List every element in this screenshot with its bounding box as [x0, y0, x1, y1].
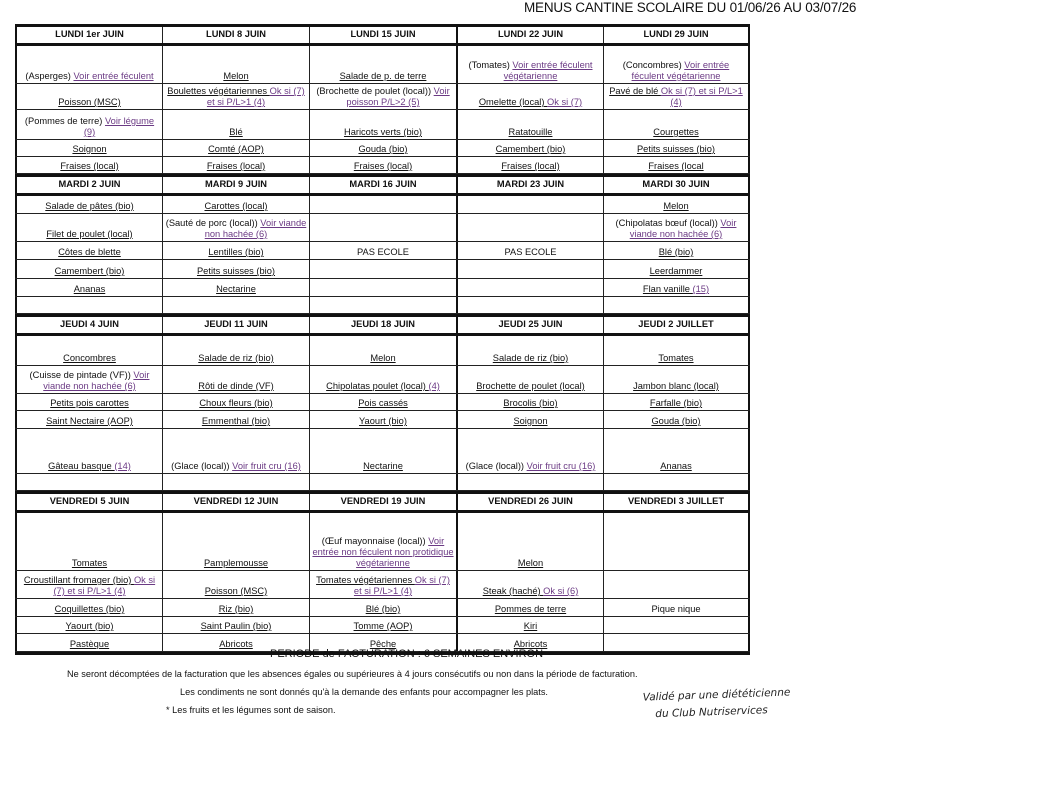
dish-name: Steak (haché)	[482, 586, 544, 596]
menu-table	[15, 24, 750, 655]
dish-name: Comté (AOP)	[208, 144, 264, 154]
menu-cell	[456, 474, 603, 490]
menu-row	[15, 110, 750, 140]
dish-name: (Asperges)	[25, 71, 74, 81]
dish-alternative-link[interactable]: Voir entrée féculent végétarienne	[503, 60, 593, 81]
menu-row	[15, 46, 750, 84]
menu-row	[15, 366, 750, 394]
day-block	[15, 24, 750, 174]
dish-name: Farfalle (bio)	[649, 398, 703, 408]
menu-cell	[309, 474, 456, 490]
dish-alternative-link[interactable]: Voir entrée non féculent non protidique végétarienne	[312, 536, 454, 568]
dish-alternative-link[interactable]: Voir viande non hachée (6)	[43, 370, 150, 391]
menu-cell	[15, 411, 162, 428]
menu-row	[15, 279, 750, 297]
dish-name: (Œuf mayonnaise (local))	[321, 536, 429, 546]
dish-name: Courgettes	[653, 127, 699, 137]
dish-name: Fraises (local)	[60, 161, 119, 171]
dish-name: Salade de riz (bio)	[198, 353, 274, 363]
menu-cell	[603, 513, 750, 570]
dish-name: (Glace (local))	[171, 461, 233, 471]
dish-name: Ananas	[660, 461, 692, 471]
day-header: VENDREDI 3 JUILLET	[603, 494, 750, 510]
day-header: JEUDI 18 JUIN	[309, 317, 456, 333]
day-header: JEUDI 2 JUILLET	[603, 317, 750, 333]
dish-name: Carottes (local)	[204, 201, 268, 211]
dish-name: Pamplemousse	[203, 558, 269, 568]
dish-name: Salade de riz (bio)	[492, 353, 569, 363]
menu-cell	[456, 46, 603, 83]
dish-alternative-link[interactable]: Voir entrée féculent	[73, 71, 154, 81]
dish-name: Petits suisses (bio)	[636, 144, 716, 154]
dish-name: Emmenthal (bio)	[201, 416, 271, 426]
menu-cell	[456, 157, 603, 173]
day-note: Pique nique	[651, 604, 701, 614]
menu-cell	[456, 84, 603, 109]
menu-cell	[456, 214, 603, 241]
dish-alternative-link[interactable]: Voir fruit cru (16)	[526, 461, 596, 471]
menu-row	[15, 196, 750, 214]
dish-name: Fraises (local)	[353, 161, 413, 171]
dish-alternative-link[interactable]: Voir légume (9)	[83, 116, 155, 137]
menu-cell	[309, 110, 456, 139]
menu-cell	[162, 260, 309, 278]
day-header: LUNDI 1er JUIN	[15, 27, 162, 43]
menu-cell	[603, 429, 750, 473]
day-block	[15, 314, 750, 491]
menu-cell	[309, 84, 456, 109]
menu-cell	[162, 617, 309, 633]
dish-name: (Tomates)	[468, 60, 513, 70]
menu-cell	[309, 599, 456, 616]
menu-cell	[15, 429, 162, 473]
menu-cell	[15, 260, 162, 278]
menu-cell	[603, 260, 750, 278]
dish-name: (Sauté de porc (local))	[165, 218, 261, 228]
menu-cell	[309, 157, 456, 173]
menu-cell	[456, 260, 603, 278]
menu-cell	[15, 242, 162, 259]
day-header: MARDI 9 JUIN	[162, 177, 309, 193]
dish-name: Petits suisses (bio)	[196, 266, 276, 276]
dish-name: Poisson (MSC)	[204, 586, 268, 596]
menu-cell	[15, 366, 162, 393]
menu-cell	[162, 84, 309, 109]
menu-cell	[162, 46, 309, 83]
dish-name: Brocolis (bio)	[503, 398, 558, 408]
dish-alternative-link[interactable]: Ok si (7)	[547, 97, 583, 107]
day-header: LUNDI 29 JUIN	[603, 27, 750, 43]
day-header: VENDREDI 5 JUIN	[15, 494, 162, 510]
menu-cell	[603, 157, 750, 173]
dish-name: Melon	[370, 353, 396, 363]
dish-name: Chipolatas poulet (local)	[326, 381, 429, 391]
dish-name: Abricots	[219, 639, 253, 649]
dish-alternative-link[interactable]: Ok si (7) et si P/L>1 (4)	[53, 575, 156, 596]
dish-name: Kiri	[523, 621, 538, 631]
menu-cell	[456, 140, 603, 156]
dish-name: Pommes de terre	[494, 604, 567, 614]
dish-name: Melon	[223, 71, 249, 81]
dish-name: Gâteau basque	[48, 461, 115, 471]
dish-name: Blé (bio)	[658, 247, 694, 257]
menu-cell	[309, 279, 456, 296]
menu-cell	[15, 110, 162, 139]
dish-name: Fraises (local	[648, 161, 704, 171]
menu-cell	[456, 617, 603, 633]
dish-name: Salade de p. de terre	[339, 71, 427, 81]
dish-alternative-link[interactable]: Voir viande non hachée (6)	[204, 218, 307, 239]
day-header-row	[15, 314, 750, 336]
dish-name: Coquillettes (bio)	[54, 604, 125, 614]
menu-cell	[603, 336, 750, 365]
menu-cell	[603, 297, 750, 313]
dish-alternative-link[interactable]: (4)	[428, 381, 440, 391]
dish-name: Leerdammer	[649, 266, 703, 276]
dish-alternative-link[interactable]: Ok si (7) et si P/L>1 (4)	[353, 575, 450, 596]
menu-cell	[603, 140, 750, 156]
dish-name: (Brochette de poulet (local))	[316, 86, 434, 96]
day-header: VENDREDI 19 JUIN	[309, 494, 456, 510]
menu-cell	[15, 157, 162, 173]
dish-alternative-link[interactable]: Voir poisson P/L>2 (5)	[346, 86, 450, 107]
menu-cell	[162, 366, 309, 393]
menu-cell	[309, 196, 456, 213]
dish-name: Tomates	[71, 558, 108, 568]
menu-cell	[309, 260, 456, 278]
menu-cell	[15, 634, 162, 651]
dish-name: Soignon	[513, 416, 548, 426]
day-header-row	[15, 24, 750, 46]
menu-cell	[162, 297, 309, 313]
menu-row	[15, 394, 750, 411]
dish-name: Tomme (AOP)	[353, 621, 413, 631]
menu-cell	[15, 196, 162, 213]
dish-alternative-link[interactable]: Ok si (7) et si P/L>1 (4)	[206, 86, 305, 107]
dish-name: Yaourt (bio)	[359, 416, 407, 426]
dish-name: Blé	[229, 127, 243, 137]
dish-name: Camembert (bio)	[495, 144, 566, 154]
menu-cell	[162, 110, 309, 139]
dish-name: (Chipolatas bœuf (local))	[615, 218, 721, 228]
day-block	[15, 491, 750, 652]
menu-cell	[456, 599, 603, 616]
dish-name: Nectarine	[216, 284, 256, 294]
menu-cell	[309, 394, 456, 410]
menu-cell	[162, 196, 309, 213]
menu-row	[15, 429, 750, 474]
menu-cell	[309, 366, 456, 393]
seasonal-note: * Les fruits et les légumes sont de saison.	[166, 705, 336, 715]
menu-cell	[456, 297, 603, 313]
menu-row	[15, 336, 750, 366]
day-header: MARDI 23 JUIN	[456, 177, 603, 193]
dish-name: Gouda (bio)	[358, 144, 408, 154]
dish-name: Saint Nectaire (AOP)	[46, 416, 133, 426]
dish-name: (Cuisse de pintade (VF))	[29, 370, 134, 380]
day-header-row	[15, 174, 750, 196]
menu-cell	[456, 513, 603, 570]
menu-cell	[603, 196, 750, 213]
menu-cell	[456, 336, 603, 365]
menu-cell	[456, 242, 603, 259]
menu-cell	[603, 279, 750, 296]
menu-cell	[162, 394, 309, 410]
menu-cell	[603, 394, 750, 410]
day-header: JEUDI 11 JUIN	[162, 317, 309, 333]
dish-name: (Glace (local))	[465, 461, 527, 471]
menu-cell	[309, 336, 456, 365]
dish-alternative-link[interactable]: Voir entrée féculent végétarienne	[631, 60, 730, 81]
menu-cell	[603, 46, 750, 83]
menu-row	[15, 140, 750, 157]
dish-name: Fraises (local)	[501, 161, 560, 171]
menu-cell	[15, 336, 162, 365]
dish-name: Flan vanille	[642, 284, 693, 294]
menu-cell	[15, 279, 162, 296]
menu-row	[15, 411, 750, 429]
menu-row	[15, 617, 750, 634]
dish-name: Tomates	[658, 353, 694, 363]
dish-alternative-link[interactable]: Ok si (6)	[543, 586, 579, 596]
menu-cell	[15, 513, 162, 570]
menu-cell	[309, 297, 456, 313]
day-header: MARDI 30 JUIN	[603, 177, 750, 193]
menu-cell	[309, 429, 456, 473]
dish-name: Soignon	[72, 144, 107, 154]
menu-cell	[456, 394, 603, 410]
dish-name: Boulettes végétariennes	[167, 86, 270, 96]
day-header: MARDI 16 JUIN	[309, 177, 456, 193]
dish-name: Fraises (local)	[206, 161, 266, 171]
menu-cell	[603, 411, 750, 428]
dish-alternative-link[interactable]: Voir fruit cru (16)	[232, 461, 301, 471]
dish-name: Petits pois carottes	[50, 398, 129, 408]
dish-name: Concombres	[63, 353, 116, 363]
dish-name: Choux fleurs (bio)	[199, 398, 273, 408]
dish-name: Pois cassés	[358, 398, 408, 408]
dish-name: Pavé de blé	[609, 86, 661, 96]
dish-name: Jambon blanc (local)	[633, 381, 719, 391]
menu-cell	[15, 140, 162, 156]
dish-name: Saint Paulin (bio)	[200, 621, 272, 631]
menu-cell	[309, 411, 456, 428]
menu-cell	[15, 46, 162, 83]
menu-cell	[456, 571, 603, 598]
menu-row	[15, 242, 750, 260]
dish-name: Tomates végétariennes	[316, 575, 415, 585]
menu-cell	[603, 214, 750, 241]
menu-cell	[456, 366, 603, 393]
dish-name: Salade de pâtes (bio)	[45, 201, 134, 211]
menu-cell	[15, 297, 162, 313]
dish-name: Camembert (bio)	[54, 266, 125, 276]
dish-name: Pêche	[369, 639, 397, 649]
dish-alternative-link[interactable]: (15)	[692, 284, 710, 294]
dish-name: Pastèque	[69, 639, 110, 649]
dish-name: Rôti de dinde (VF)	[198, 381, 274, 391]
day-header-row	[15, 491, 750, 513]
day-block	[15, 174, 750, 314]
menu-cell	[162, 599, 309, 616]
signature-line-1: Validé par une diététicienne	[642, 686, 791, 704]
menu-cell	[456, 411, 603, 428]
menu-cell	[162, 140, 309, 156]
menu-row	[15, 474, 750, 491]
dish-name: Riz (bio)	[218, 604, 254, 614]
menu-cell	[456, 279, 603, 296]
menu-cell	[162, 336, 309, 365]
dish-name: Omelette (local)	[478, 97, 548, 107]
dietitian-signature	[642, 684, 791, 723]
dish-alternative-link[interactable]: (14)	[114, 461, 131, 471]
dish-name: Haricots verts (bio)	[343, 127, 422, 137]
page-title: MENUS CANTINE SCOLAIRE DU 01/06/26 AU 03/07/26	[524, 0, 857, 15]
menu-cell	[162, 513, 309, 570]
day-header: VENDREDI 12 JUIN	[162, 494, 309, 510]
menu-cell	[15, 571, 162, 598]
menu-cell	[162, 157, 309, 173]
menu-cell	[15, 84, 162, 109]
absences-note: Ne seront décomptées de la facturation que les absences égales ou supérieures à 4 jours consécutifs ou non dans la période de facturation.	[67, 669, 638, 679]
menu-cell	[603, 634, 750, 651]
menu-cell	[15, 617, 162, 633]
menu-cell	[309, 46, 456, 83]
menu-row	[15, 214, 750, 242]
menu-row	[15, 260, 750, 279]
menu-cell	[456, 429, 603, 473]
menu-cell	[309, 214, 456, 241]
menu-cell	[309, 140, 456, 156]
menu-row	[15, 571, 750, 599]
menu-cell	[603, 84, 750, 109]
dish-alternative-link[interactable]: Voir viande non hachée (6)	[629, 218, 737, 239]
menu-row	[15, 599, 750, 617]
menu-cell	[15, 474, 162, 490]
menu-row	[15, 513, 750, 571]
dish-name: Brochette de poulet (local)	[476, 381, 585, 391]
billing-period: PERIODE de FACTURATION : 6 SEMAINES ENVIRON	[270, 648, 544, 660]
menu-cell	[603, 366, 750, 393]
dish-name: Lentilles (bio)	[208, 247, 264, 257]
dish-name: Croustillant fromager (bio)	[23, 575, 134, 585]
menu-row	[15, 297, 750, 314]
dish-alternative-link[interactable]: Ok si (7) et si P/L>1 (4)	[660, 86, 743, 107]
dish-name: Poisson (MSC)	[58, 97, 121, 107]
menu-cell	[603, 599, 750, 616]
menu-cell	[15, 394, 162, 410]
menu-cell	[603, 110, 750, 139]
dish-name: (Pommes de terre)	[24, 116, 105, 126]
dish-name: Melon	[663, 201, 689, 211]
menu-cell	[309, 513, 456, 570]
day-header: JEUDI 4 JUIN	[15, 317, 162, 333]
menu-cell	[456, 110, 603, 139]
day-note: PAS ECOLE	[504, 247, 557, 257]
menu-cell	[162, 214, 309, 241]
menu-cell	[162, 411, 309, 428]
menu-cell	[309, 242, 456, 259]
day-note: PAS ECOLE	[356, 247, 409, 257]
menu-cell	[603, 571, 750, 598]
menu-cell	[162, 474, 309, 490]
dish-name: Yaourt (bio)	[65, 621, 114, 631]
menu-cell	[162, 429, 309, 473]
day-header: LUNDI 8 JUIN	[162, 27, 309, 43]
dish-name: Abricots	[513, 639, 548, 649]
dish-name: Côtes de blette	[58, 247, 121, 257]
menu-cell	[162, 571, 309, 598]
menu-cell	[309, 617, 456, 633]
signature-line-2: du Club Nutriservices	[655, 704, 768, 721]
dish-name: Gouda (bio)	[651, 416, 701, 426]
menu-cell	[456, 196, 603, 213]
day-header: JEUDI 25 JUIN	[456, 317, 603, 333]
dish-name: (Concombres)	[622, 60, 685, 70]
dish-name: Filet de poulet (local)	[46, 229, 133, 239]
dish-name: Ratatouille	[508, 127, 553, 137]
day-header: LUNDI 22 JUIN	[456, 27, 603, 43]
menu-cell	[309, 571, 456, 598]
menu-cell	[603, 242, 750, 259]
day-header: LUNDI 15 JUIN	[309, 27, 456, 43]
menu-cell	[603, 617, 750, 633]
menu-cell	[15, 599, 162, 616]
dish-name: Melon	[517, 558, 544, 568]
menu-cell	[162, 279, 309, 296]
menu-cell	[162, 242, 309, 259]
day-header: VENDREDI 26 JUIN	[456, 494, 603, 510]
menu-row	[15, 157, 750, 174]
dish-name: Ananas	[73, 284, 106, 294]
condiments-note: Les condiments ne sont donnés qu'à la demande des enfants pour accompagner les plats.	[180, 687, 548, 697]
dish-name: Nectarine	[363, 461, 403, 471]
dish-name: Blé (bio)	[365, 604, 401, 614]
menu-cell	[15, 214, 162, 241]
day-header: MARDI 2 JUIN	[15, 177, 162, 193]
menu-row	[15, 84, 750, 110]
menu-cell	[603, 474, 750, 490]
